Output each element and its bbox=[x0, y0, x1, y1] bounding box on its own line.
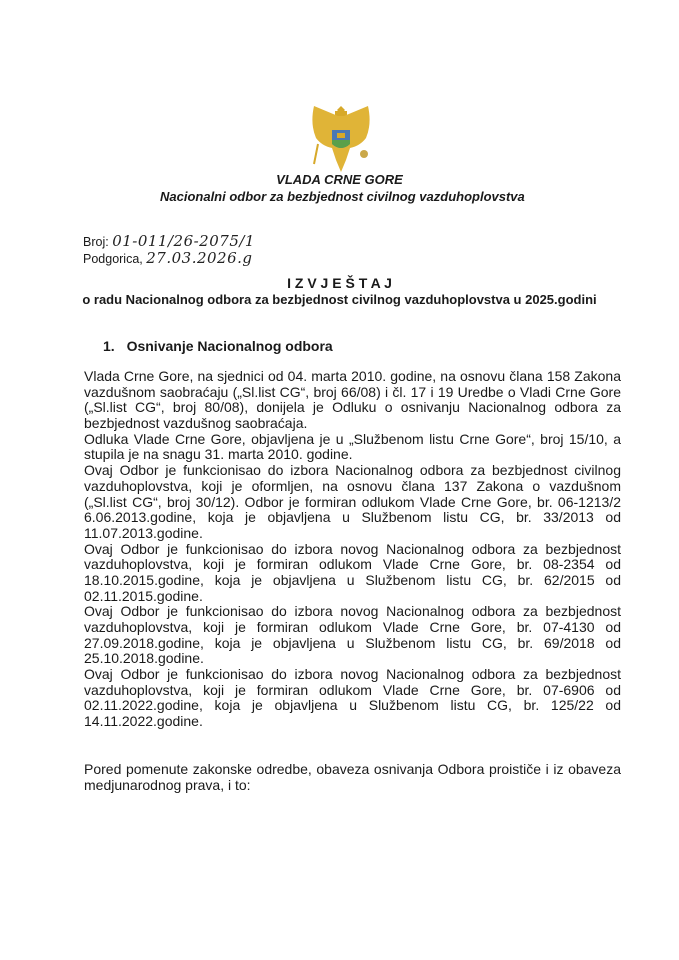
place-label: Podgorica, bbox=[83, 252, 143, 266]
text-line: Vlada Crne Gore, na sjednici od 04. marta 2010. godine, na osnovu člana 158 Zakona bbox=[84, 369, 621, 384]
text-line: Pored pomenute zakonske odredbe, obaveza osnivanja Odbora proističe i iz obaveza bbox=[84, 762, 621, 777]
report-subtitle: o radu Nacionalnog odbora za bezbjednost civilnog vazduhoplovstva u 2025.godini bbox=[82, 292, 597, 307]
text-line: vazduhoplovstva, koji je formiran odlukom Vlade Crne Gore, br. 07-4130 od bbox=[84, 620, 621, 635]
text-line: vazduhoplovstva, koji je formiran odlukom Vlade Crne Gore, br. 07-6906 od bbox=[84, 682, 621, 698]
text-line: („Sl.list CG“, broj 30/12). Odbor je formiran odlukom Vlade Crne Gore, br. 06-1213/2 bbox=[84, 494, 621, 510]
text-line: vazduhoplovstva, koji je oformljen, na osnovu člana 137 Zakona o vazdušnom bbox=[84, 478, 621, 494]
text-line: Odluka Vlade Crne Gore, objavljena je u „Službenom listu Crne Gore“, broj 15/10, a bbox=[84, 431, 621, 447]
text-line: stupila je na snagu 31. marta 2010. godine. bbox=[84, 446, 353, 463]
report-title: I Z V J E Š T A J bbox=[287, 275, 392, 291]
text-line: Ovaj Odbor je funkcionisao do izbora novog Nacionalnog odbora za bezbjednost bbox=[84, 667, 621, 683]
body-text bbox=[84, 369, 621, 730]
text-line: 14.11.2022.godine. bbox=[84, 713, 203, 730]
text-line: („Sl.list CG“, broj 80/08), donijela je Odluku o osnivanju Nacionalnog odbora za bbox=[84, 400, 621, 416]
document-number bbox=[83, 232, 255, 250]
number-label: Broj: bbox=[83, 235, 109, 249]
section-title: Osnivanje Nacionalnog odbora bbox=[126, 338, 333, 354]
text-line: 02.11.2015.godine. bbox=[84, 587, 203, 604]
text-line: Ovaj Odbor je funkcionisao do izbora novog Nacionalnog odbora za bezbjednost bbox=[84, 604, 621, 620]
text-line: Ovaj Odbor je funkcionisao do izbora novog Nacionalnog odbora za bezbjednost bbox=[84, 541, 621, 557]
text-line: 27.09.2018.godine, koja je objavljena u Službenom listu CG, br. 69/2018 od bbox=[84, 635, 621, 651]
document-place-date bbox=[83, 249, 253, 267]
number-value-handwritten: 01-011/26-2075/1 bbox=[112, 232, 255, 250]
date-value-handwritten: 27.03.2026.g bbox=[146, 249, 253, 267]
text-line: 11.07.2013.godine. bbox=[84, 524, 203, 541]
text-line: vazdušnom saobraćaju („Sl.list CG“, broj 66/08) i čl. 17 i 19 Uredbe o Vladi Crne Gore bbox=[84, 384, 621, 400]
text-line: 6.06.2013.godine, koja je objavljena u Službenom listu CG, br. 33/2013 od bbox=[84, 510, 621, 526]
text-line: Ovaj Odbor je funkcionisao do izbora Nacionalnog odbora za bezbjednost civilnog bbox=[84, 463, 621, 479]
committee-name: Nacionalni odbor za bezbjednost civilnog vazduhoplovstva bbox=[160, 189, 525, 204]
text-line: medjunarodnog prava, i to: bbox=[84, 776, 251, 793]
section-heading bbox=[103, 338, 333, 354]
text-line: vazduhoplovstva, koji je formiran odlukom Vlade Crne Gore, br. 08-2354 od bbox=[84, 557, 621, 573]
text-line: 18.10.2015.godine, koja je objavljena u Službenom listu CG, br. 62/2015 od bbox=[84, 572, 621, 588]
text-line: 02.11.2022.godine, koja je objavljena u Službenom listu CG, br. 125/22 od bbox=[84, 698, 621, 714]
text-line: 25.10.2018.godine. bbox=[84, 650, 204, 667]
closing-paragraph bbox=[84, 762, 621, 793]
section-number: 1. bbox=[103, 338, 115, 354]
government-name: VLADA CRNE GORE bbox=[276, 172, 403, 187]
coat-of-arms-emblem bbox=[308, 104, 374, 176]
text-line: bezbjednost vazdušnog saobraćaja. bbox=[84, 415, 308, 432]
